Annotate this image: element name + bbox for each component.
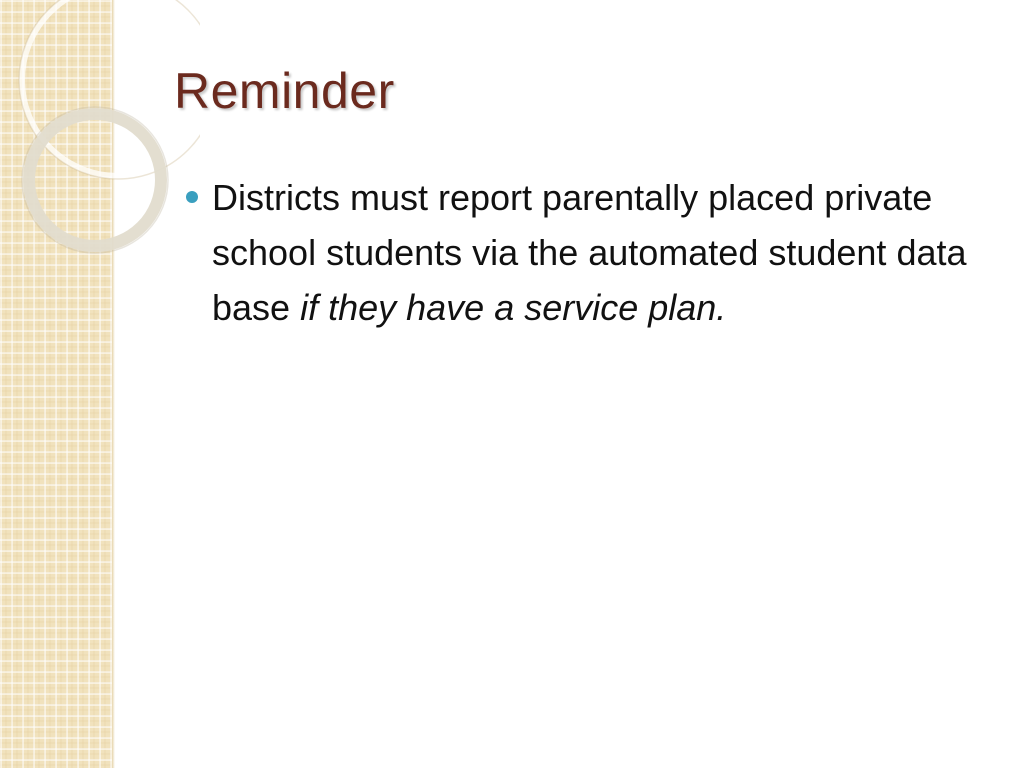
bullet-item xyxy=(186,170,996,335)
slide-content xyxy=(186,170,996,335)
bullet-dot-icon xyxy=(186,191,198,203)
slide-title: Reminder xyxy=(174,63,395,119)
bullet-text-italic: if they have a service plan. xyxy=(300,287,727,328)
side-band-edge xyxy=(112,0,115,768)
decorative-side-band xyxy=(0,0,112,768)
bullet-text: Districts must report parentally placed private school students via the automated student data base xyxy=(212,177,967,328)
